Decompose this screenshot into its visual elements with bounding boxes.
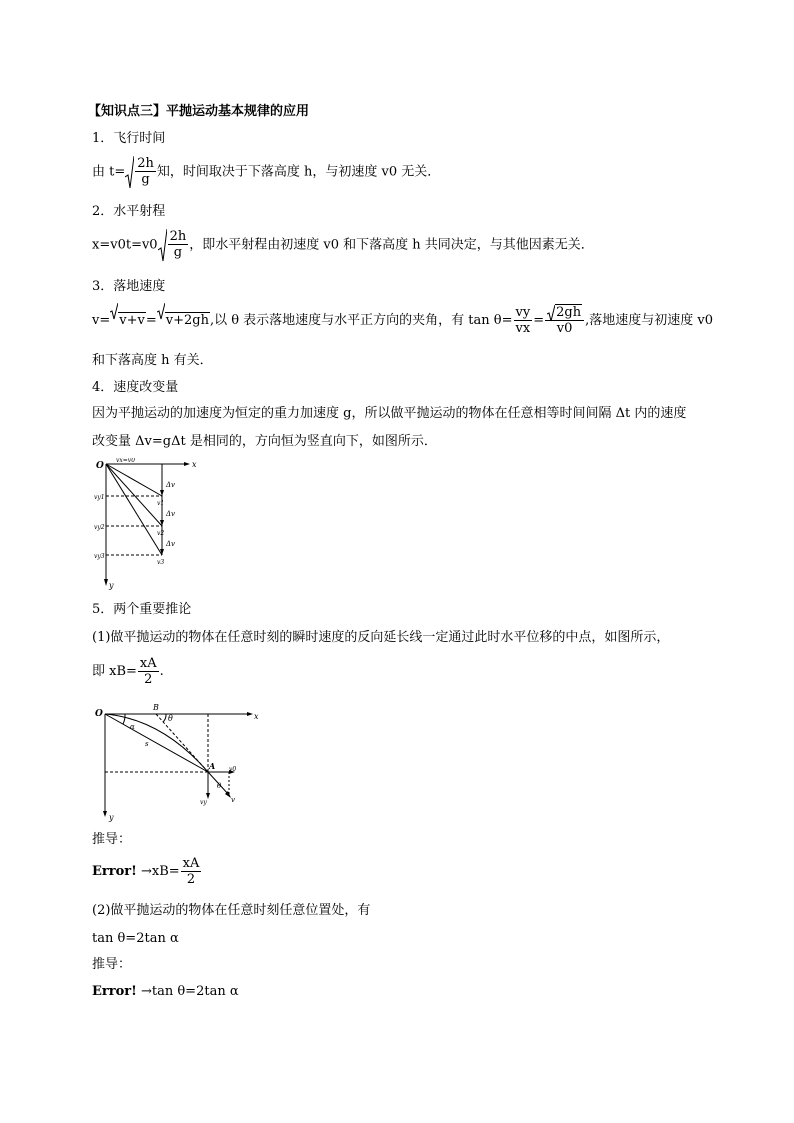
- item-2-title: 2．水平射程: [92, 204, 166, 219]
- fig1-dv3: Δv: [166, 540, 176, 548]
- derivation-1-den: 2: [186, 872, 196, 887]
- fig1-y-arrow: [104, 579, 108, 586]
- item-3-radicand-1: v+v: [119, 313, 145, 328]
- derivation-1-error: Error!: [92, 864, 137, 879]
- fig2-alpha-arc: [123, 714, 125, 724]
- fig1-v2-line: [106, 464, 165, 526]
- item-2-num: 2h: [169, 229, 187, 244]
- item-1-prefix: 由 t=: [92, 164, 126, 180]
- radical-sign: [158, 228, 167, 262]
- item-3-line-2: 和下落高度 h 有关．: [92, 353, 213, 368]
- fig1-dv1: Δv: [166, 481, 176, 489]
- derivation-1-fraction: [181, 856, 202, 887]
- fig1-x-label: x: [192, 460, 197, 469]
- fig1-v1-line: [106, 464, 162, 496]
- fig1-y-label: y: [109, 581, 114, 590]
- derivation-2-rest: →tan θ=2tan α: [136, 984, 239, 999]
- item-3-mid-text: ,以 θ 表示落地速度与水平正方向的夹角，有 tan θ=: [209, 313, 513, 328]
- fig2-v0: v0: [229, 766, 237, 773]
- derivation-1-title: 推导：: [92, 832, 132, 847]
- item-5-paragraph-1: (1)做平抛运动的物体在任意时刻的瞬时速度的反向延长线一定通过此时水平位移的中点，如图所示，: [92, 630, 670, 645]
- item-2-den: g: [173, 245, 183, 260]
- item-5-formula: [92, 655, 164, 689]
- radical-sign: [110, 302, 118, 320]
- fig1-vy1: vy1: [94, 494, 105, 501]
- item-1-den: g: [141, 172, 150, 187]
- fig1-dv2: Δv: [166, 510, 176, 518]
- item-3-formula-line: [92, 303, 713, 339]
- item-2-fraction: [168, 229, 189, 260]
- item-5-title: 5．两个重要推论: [92, 602, 192, 617]
- fig2-B: B: [153, 703, 159, 712]
- item-3-tail: ,落地速度与初速度 v0: [585, 313, 713, 328]
- item-3-eq2: =: [533, 313, 545, 328]
- derivation-2-error: Error!: [92, 984, 137, 999]
- item-5-paragraph-2: (2)做平抛运动的物体在任意时刻任意位置处，有: [92, 903, 371, 918]
- radical-sign: [157, 302, 165, 320]
- item-3-sqrt-1: [110, 303, 146, 339]
- item-5-prefix: 即 xB=: [92, 664, 137, 679]
- item-1-formula-line: [92, 155, 440, 190]
- fig2-A: A: [209, 761, 216, 771]
- frac1-den: vx: [515, 321, 531, 336]
- item-5-den: 2: [144, 672, 153, 687]
- item-3-title: 3．落地速度: [92, 279, 166, 294]
- fig1-v3-line: [106, 464, 165, 555]
- item-1-sqrt: [125, 155, 157, 189]
- frac2-num: 2gh: [556, 305, 582, 320]
- figure-inference: [92, 701, 262, 825]
- item-3-sqrt-2: [157, 303, 210, 339]
- fig2-theta-arc-1: [163, 714, 166, 722]
- fig1-origin: O: [96, 461, 104, 471]
- fig1-vy3: vy3: [94, 553, 105, 560]
- radical-sign: [547, 304, 555, 322]
- frac2-num-wrap: [545, 305, 584, 321]
- fig1-top-label: vx=v0: [116, 458, 136, 464]
- item-2-sqrt: [158, 228, 190, 262]
- fig2-v: v: [231, 796, 235, 804]
- frac2-den: v0: [556, 321, 573, 336]
- fig2-y-arrow: [103, 811, 107, 817]
- item-5-equation: tan θ=2tan α: [92, 931, 179, 946]
- fig1-vy2: vy2: [94, 524, 105, 531]
- derivation-1-formula: [92, 855, 202, 889]
- item-5-suffix: .: [159, 664, 164, 679]
- fig2-x-label: x: [254, 712, 259, 721]
- item-2-suffix: ，即水平射程由初速度 v0 和下落高度 h 共同决定，与其他因素无关．: [189, 237, 594, 253]
- derivation-2-title: 推导：: [92, 957, 132, 972]
- fig1-v2: v2: [157, 530, 165, 537]
- fig1-x-arrow: [184, 462, 190, 466]
- fig2-vy: vy: [200, 799, 207, 806]
- figure-velocity-change: [92, 458, 202, 590]
- frac1-num: vy: [515, 305, 531, 320]
- item-1-title: 1．飞行时间: [92, 131, 166, 146]
- fig1-v3: v3: [157, 559, 165, 566]
- derivation-2-formula: [92, 983, 239, 1001]
- fig2-y-label: y: [109, 813, 114, 822]
- derivation-1-num: xA: [182, 856, 200, 871]
- item-5-fraction: [138, 656, 159, 687]
- item-3-eq: =: [145, 313, 157, 328]
- frac2-sqrt: [547, 305, 582, 320]
- derivation-1-arrow: →xB=: [136, 864, 180, 879]
- fig2-alpha: α: [130, 723, 135, 731]
- section-heading: 【知识点三】平抛运动基本规律的应用: [88, 104, 310, 119]
- item-2-prefix: x=v0t=v0: [92, 237, 158, 253]
- item-3-fraction-2: [545, 305, 584, 336]
- item-3-radicand-2: v+2gh: [165, 313, 209, 328]
- fig2-s: s: [145, 740, 149, 748]
- item-4-title: 4．速度改变量: [92, 380, 179, 395]
- item-4-paragraph-2: 改变量 Δv=gΔt 是相同的，方向恒为竖直向下，如图所示．: [92, 434, 437, 449]
- item-1-suffix: 知，时间取决于下落高度 h，与初速度 v0 无关．: [156, 164, 441, 180]
- fig2-origin: O: [95, 709, 103, 719]
- fig2-theta-2: θ: [217, 782, 222, 790]
- item-5-num: xA: [139, 656, 157, 671]
- fig2-x-arrow: [247, 712, 253, 716]
- item-3-v-prefix: v=: [92, 313, 111, 328]
- fig2-theta-1: θ: [168, 714, 173, 723]
- fig2-displacement: [105, 714, 208, 772]
- item-1-num: 2h: [137, 156, 154, 171]
- radical-sign: [125, 155, 134, 189]
- item-3-fraction-1: [514, 305, 533, 336]
- item-1-fraction: [135, 156, 156, 187]
- item-2-formula-line: [92, 228, 594, 263]
- fig1-v1: v1: [157, 500, 165, 507]
- item-4-paragraph-1: 因为平抛运动的加速度为恒定的重力加速度 g，所以做平抛运动的物体在任意相等时间间隔 Δt 内的速度: [92, 406, 687, 421]
